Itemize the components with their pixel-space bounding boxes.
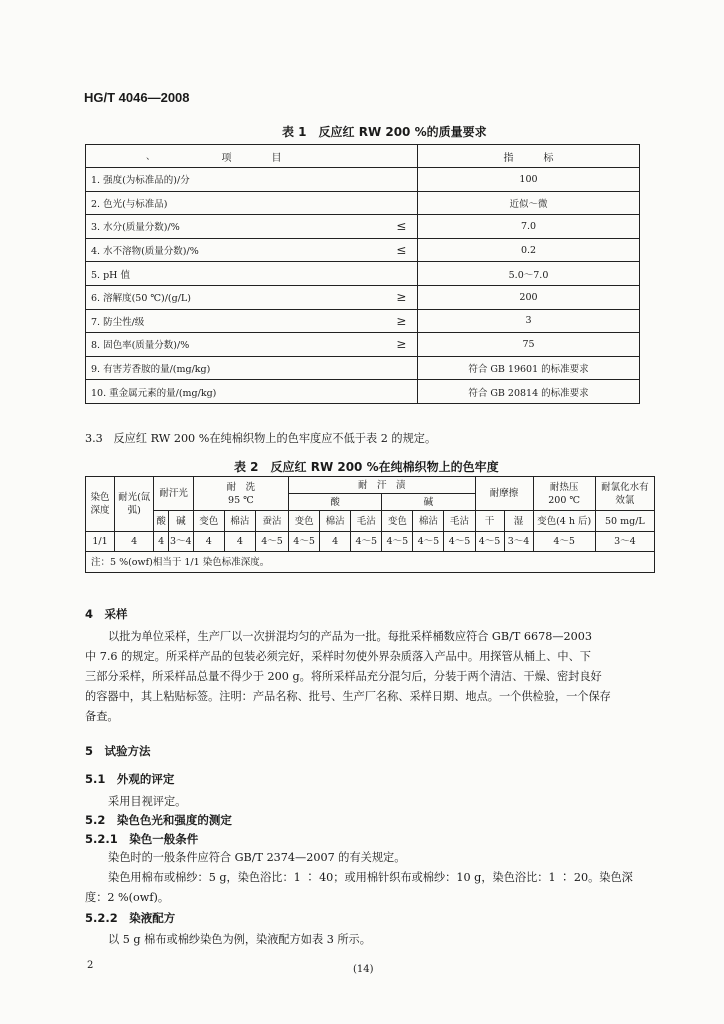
sub-wool: 毛沾: [444, 511, 475, 532]
table-row: [86, 215, 640, 239]
limit-symbol: ≥: [386, 285, 418, 309]
col-hot-press: 耐热压 200 ℃: [533, 477, 595, 511]
table1-caption: 表 1 反应红 RW 200 %的质量要求: [282, 125, 487, 139]
fastness-value: 4～5: [444, 532, 475, 552]
limit-symbol: [386, 380, 418, 404]
fastness-value: 4～5: [533, 532, 595, 552]
limit-symbol: ≤: [386, 215, 418, 239]
col-perspiration: 耐 汗 渍: [289, 477, 475, 494]
col-depth: 染色深度: [86, 477, 115, 532]
limit-symbol: [386, 356, 418, 380]
col-sweat-light: 耐汗光: [154, 477, 193, 511]
paragraph-line: 以批为单位采样，生产厂以一次拼混均匀的产品为一批。每批采样桶数应符合 GB/T 6678—2003: [108, 630, 593, 643]
fastness-value: 1/1: [86, 532, 115, 552]
col-acid: 酸: [289, 494, 382, 511]
sub-wool: 毛沾: [351, 511, 382, 532]
sub-alkali: 碱: [168, 511, 193, 532]
sub-change: 变色: [289, 511, 320, 532]
fastness-value: 4: [154, 532, 169, 552]
sub-chlorine-conc: 50 mg/L: [595, 511, 654, 532]
standard-code: HG/T 4046—2008: [84, 90, 190, 105]
spec-value: 近似～微: [418, 191, 640, 215]
sub-silk: 蚕沾: [255, 511, 288, 532]
col-rub: 耐摩擦: [475, 477, 533, 511]
section-5-2-1-body: [85, 848, 660, 908]
spec-value: 75: [418, 333, 640, 357]
table-row: [86, 262, 640, 286]
spec-value: 符合 GB 19601 的标准要求: [418, 356, 640, 380]
section-5-2-1-title: 5.2.1 染色一般条件: [85, 832, 199, 846]
table2-caption: 表 2 反应红 RW 200 %在纯棉织物上的色牢度: [234, 460, 499, 474]
table-row: [86, 168, 640, 192]
table-row: [86, 238, 640, 262]
table-row: [86, 191, 640, 215]
item-name: 9. 有害芳香胺的量/(mg/kg): [86, 356, 386, 380]
table-row: [86, 356, 640, 380]
spec-value: 5.0～7.0: [418, 262, 640, 286]
item-name: 7. 防尘性/级: [86, 309, 386, 333]
fastness-value: 4: [115, 532, 154, 552]
header-spec: 指 标: [418, 145, 640, 168]
table2-note: 注：5 %(owf)相当于 1/1 染色标准深度。: [86, 552, 655, 573]
fastness-value: 4: [224, 532, 255, 552]
fastness-value: 4～5: [413, 532, 444, 552]
clause-number: 3.3: [85, 432, 103, 445]
sub-acid: 酸: [154, 511, 169, 532]
fastness-value: 4～5: [351, 532, 382, 552]
section-5-1-text: 采用目视评定。: [108, 795, 187, 808]
limit-symbol: [386, 262, 418, 286]
section-4-title: 4 采样: [85, 607, 128, 621]
section-5-title: 5 试验方法: [85, 744, 151, 758]
limit-symbol: ≥: [386, 309, 418, 333]
fastness-value: 3～4: [595, 532, 654, 552]
section-4-body: [85, 627, 655, 727]
item-name: 2. 色光(与标准品): [86, 191, 386, 215]
header-item: 、 项 目: [86, 145, 418, 168]
sub-cotton: 棉沾: [413, 511, 444, 532]
item-name: 3. 水分(质量分数)/%: [86, 215, 386, 239]
fastness-value: 4: [193, 532, 224, 552]
section-5-2-title: 5.2 染色色光和强度的测定: [85, 813, 232, 827]
sub-cotton: 棉沾: [320, 511, 351, 532]
sub-wet: 湿: [504, 511, 533, 532]
colour-fastness-table: [85, 476, 655, 573]
table-row: [86, 333, 640, 357]
paragraph-line: 三部分采样，所采样品总量不得少于 200 g。将所采样品充分混匀后，分装于两个清洁、干燥、密封良好: [85, 670, 602, 683]
sub-change: 变色: [193, 511, 224, 532]
spec-value: 符合 GB 20814 的标准要求: [418, 380, 640, 404]
limit-symbol: [386, 168, 418, 192]
clause-text: 反应红 RW 200 %在纯棉织物上的色牢度应不低于表 2 的规定。: [113, 432, 437, 445]
sub-change-4h: 变色(4 h 后): [533, 511, 595, 532]
table-row: [86, 285, 640, 309]
table-row: [86, 309, 640, 333]
paragraph-line: 中 7.6 的规定。所采样产品的包装必须完好，采样时勿使外界杂质落入产品中。用探管从桶上、中、下: [85, 650, 591, 663]
spec-value: 100: [418, 168, 640, 192]
clause-3-3: [85, 429, 436, 449]
item-name: 1. 强度(为标准品的)/分: [86, 168, 386, 192]
item-name: 4. 水不溶物(质量分数)/%: [86, 238, 386, 262]
sub-dry: 干: [475, 511, 504, 532]
spec-value: 3: [418, 309, 640, 333]
fastness-value: 4～5: [382, 532, 413, 552]
paragraph-line: 度：2 %(owf)。: [85, 891, 170, 904]
col-alkali: 碱: [382, 494, 475, 511]
paragraph-line: 备查。: [85, 710, 119, 723]
paragraph-line: 染色用棉布或棉纱：5 g，染色浴比：1 ∶ 40；或用棉针织布或棉纱：10 g，染色浴比：1 ∶ 20。染色深: [108, 871, 633, 884]
table-row: [86, 380, 640, 404]
paragraph-line: 的容器中，其上粘贴标签。注明：产品名称、批号、生产厂名称、采样日期、地点。一个供检验，一个保存: [85, 690, 611, 703]
col-chlorine: 耐氯化水有效氯: [595, 477, 654, 511]
fastness-value: 3～4: [504, 532, 533, 552]
limit-symbol: ≥: [386, 333, 418, 357]
limit-symbol: ≤: [386, 238, 418, 262]
subheader-row: [86, 511, 655, 532]
item-name: 5. pH 值: [86, 262, 386, 286]
spec-value: 7.0: [418, 215, 640, 239]
item-name: 8. 固色率(质量分数)/%: [86, 333, 386, 357]
fastness-value: 4～5: [289, 532, 320, 552]
sub-change: 变色: [382, 511, 413, 532]
item-name: 10. 重金属元素的量/(mg/kg): [86, 380, 386, 404]
sheet-number: (14): [353, 964, 374, 975]
section-5-2-2-title: 5.2.2 染液配方: [85, 911, 176, 925]
page-number: 2: [87, 960, 94, 971]
spec-value: 200: [418, 285, 640, 309]
quality-requirements-table: [85, 144, 640, 404]
fastness-value: 4～5: [475, 532, 504, 552]
table-row: [86, 532, 655, 552]
section-5-2-2-text: 以 5 g 棉布或棉纱染色为例，染液配方如表 3 所示。: [108, 933, 371, 946]
col-light: 耐光(氙弧): [115, 477, 154, 532]
col-wash: 耐 洗 95 ℃: [193, 477, 288, 511]
table-header-row: [86, 145, 640, 168]
fastness-value: 4～5: [255, 532, 288, 552]
limit-symbol: [386, 191, 418, 215]
paragraph-line: 染色时的一般条件应符合 GB/T 2374—2007 的有关规定。: [108, 851, 406, 864]
section-5-1-title: 5.1 外观的评定: [85, 772, 175, 786]
fastness-value: 4: [320, 532, 351, 552]
item-name: 6. 溶解度(50 ℃)/(g/L): [86, 285, 386, 309]
sub-cotton: 棉沾: [224, 511, 255, 532]
spec-value: 0.2: [418, 238, 640, 262]
fastness-value: 3～4: [168, 532, 193, 552]
